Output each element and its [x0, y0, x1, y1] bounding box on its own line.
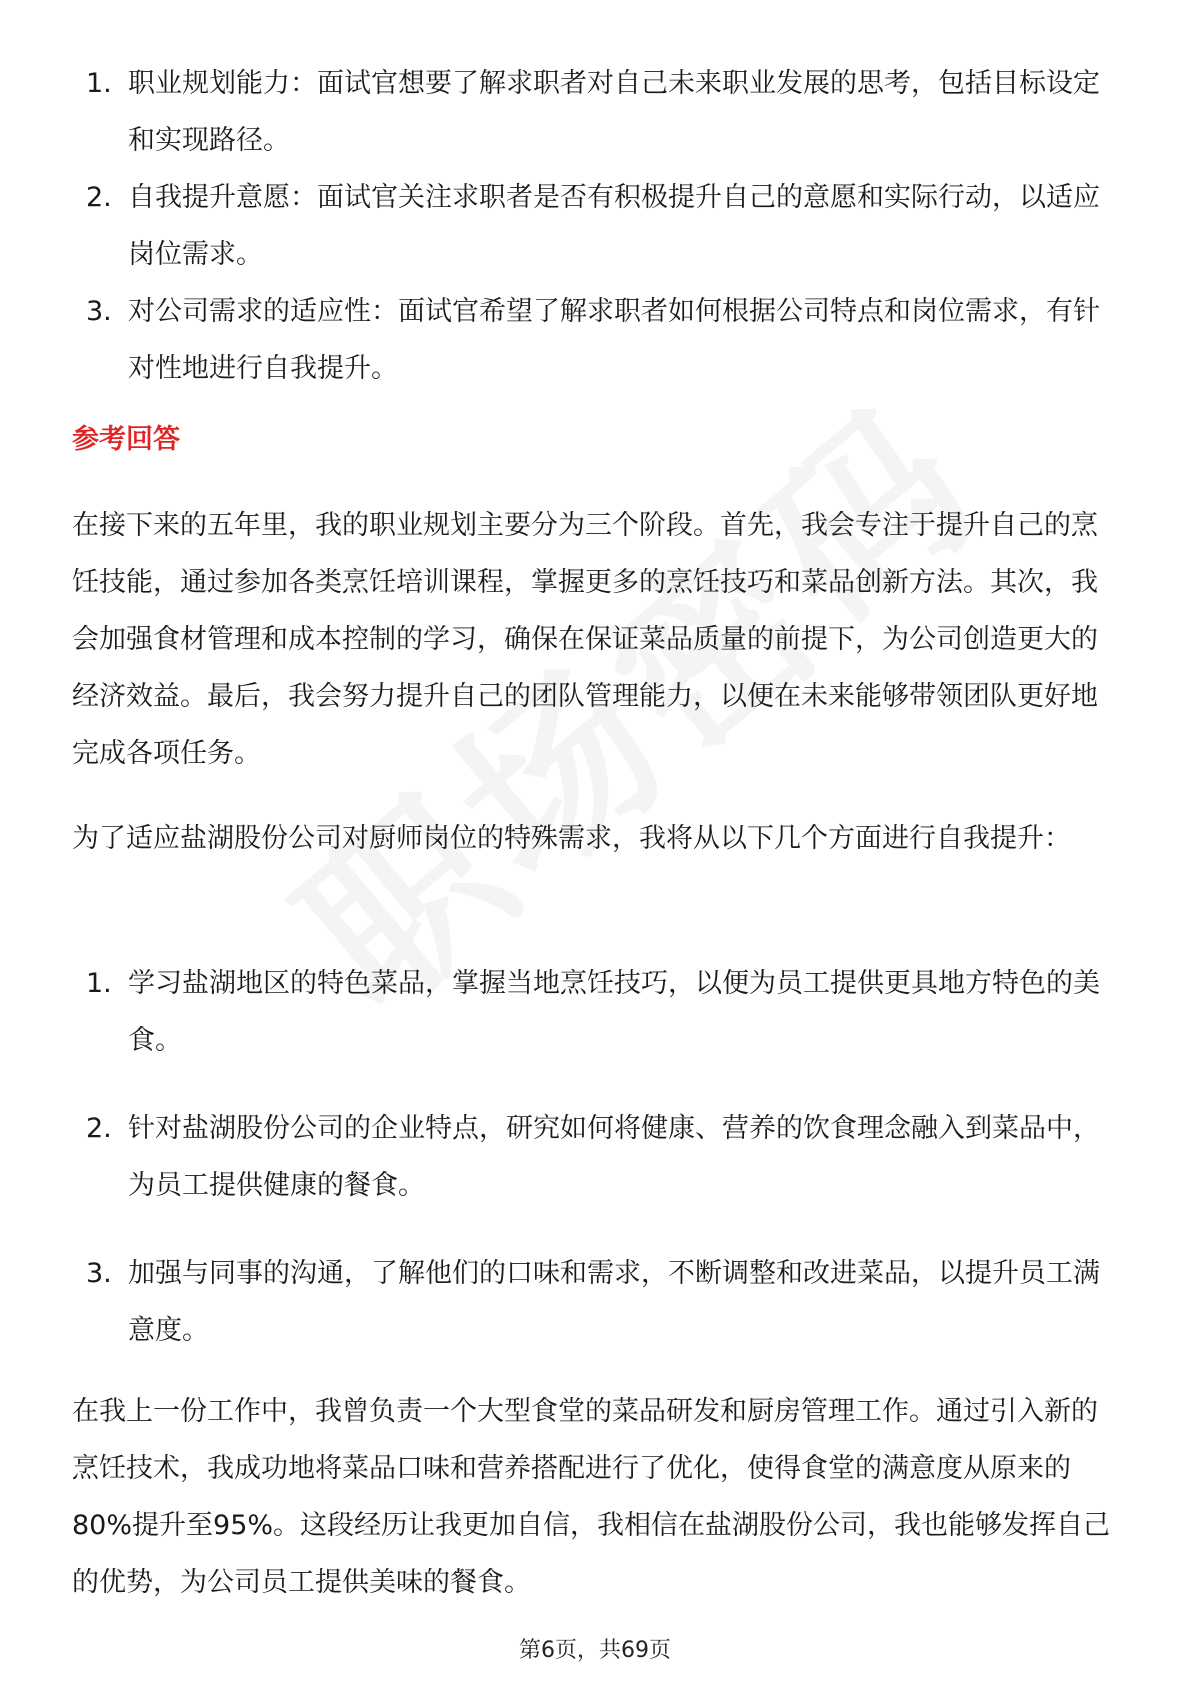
list-item-text: 对公司需求的适应性：面试官希望了解求职者如何根据公司特点和岗位需求，有针对性地进行自我提升。	[128, 296, 1100, 384]
list-item	[80, 1245, 1120, 1359]
page-number: 第6页，共69页	[519, 1638, 671, 1663]
list-number: 2.	[86, 182, 112, 213]
list-item	[80, 955, 1120, 1069]
list-item-text: 针对盐湖股份公司的企业特点，研究如何将健康、营养的饮食理念融入到菜品中，为员工提供健康的餐食。	[128, 1113, 1100, 1201]
list-number: 1.	[86, 968, 112, 999]
answer-paragraph-2: 为了适应盐湖股份公司对厨师岗位的特殊需求，我将从以下几个方面进行自我提升：	[72, 823, 1071, 854]
list-item	[80, 169, 1120, 283]
list-number: 2.	[86, 1113, 112, 1144]
list-item-text: 学习盐湖地区的特色菜品，掌握当地烹饪技巧，以便为员工提供更具地方特色的美食。	[128, 968, 1100, 1056]
focus-points-list	[80, 55, 1120, 397]
improvement-list	[80, 955, 1120, 1359]
list-item-text: 自我提升意愿：面试官关注求职者是否有积极提升自己的意愿和实际行动，以适应岗位需求。	[128, 182, 1100, 270]
list-item-text: 职业规划能力：面试官想要了解求职者对自己未来职业发展的思考，包括目标设定和实现路径。	[128, 68, 1100, 156]
answer-paragraph-3: 在我上一份工作中，我曾负责一个大型食堂的菜品研发和厨房管理工作。通过引入新的烹饪技术，我成功地将菜品口味和营养搭配进行了优化，使得食堂的满意度从原来的80%提升至95%。这段经历让我更加自信，我相信在盐湖股份公司，我也能够发挥自己的优势，为公司员工提供美味的餐食。	[72, 1396, 1111, 1598]
list-number: 3.	[86, 296, 112, 327]
list-item	[80, 55, 1120, 169]
list-number: 3.	[86, 1258, 112, 1289]
list-item	[80, 1100, 1120, 1214]
list-number: 1.	[86, 68, 112, 99]
section-heading: 参考回答	[72, 424, 180, 455]
list-item-text: 加强与同事的沟通，了解他们的口味和需求，不断调整和改进菜品，以提升员工满意度。	[128, 1258, 1100, 1346]
list-item	[80, 283, 1120, 397]
answer-paragraph-1: 在接下来的五年里，我的职业规划主要分为三个阶段。首先，我会专注于提升自己的烹饪技能，通过参加各类烹饪培训课程，掌握更多的烹饪技巧和菜品创新方法。其次，我会加强食材管理和成本控制的学习，确保在保证菜品质量的前提下，为公司创造更大的经济效益。最后，我会努力提升自己的团队管理能力，以便在未来能够带领团队更好地完成各项任务。	[72, 510, 1098, 769]
